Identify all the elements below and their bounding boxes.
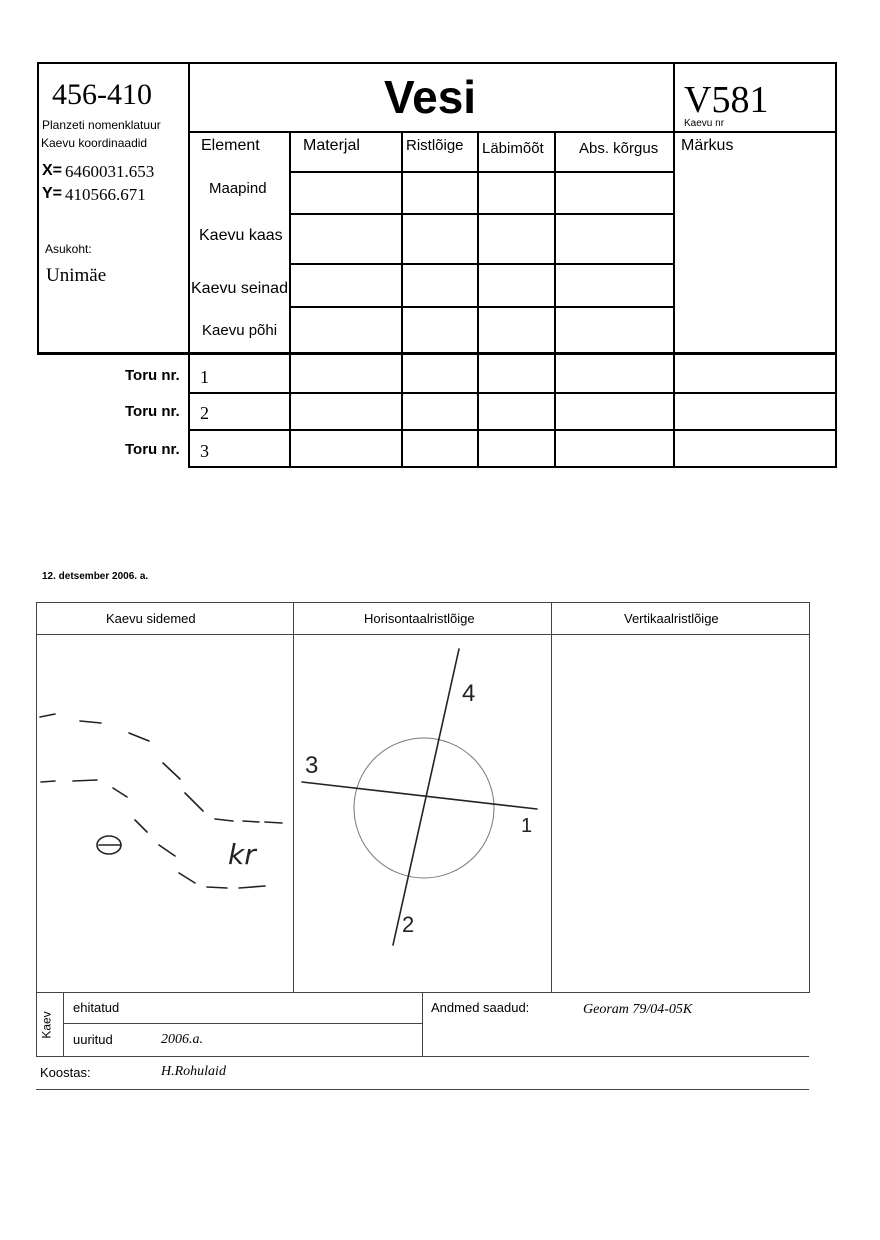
pipe-row-number: 2 — [200, 403, 209, 423]
header-element: Element — [201, 137, 260, 154]
header-remarks: Märkus — [681, 137, 734, 154]
compiled-by-label: Koostas: — [40, 1065, 91, 1080]
well-number-label: Kaevu nr — [684, 118, 725, 129]
sketch-label-kr: kr — [228, 838, 256, 871]
pipe-row-number: 3 — [200, 441, 209, 461]
document-date: 12. detsember 2006. a. — [42, 571, 149, 582]
header-cross-section: Ristlõige — [406, 137, 464, 154]
pipe-row-number: 1 — [200, 367, 209, 387]
data-source-value: Georam 79/04-05K — [583, 1002, 693, 1017]
pipe-row-label: Toru nr. — [125, 441, 180, 458]
well-number-value: V581 — [684, 79, 769, 121]
connections-sketch — [37, 635, 293, 992]
surveyed-value: 2006.a. — [161, 1032, 203, 1047]
horizontal-section-sketch — [294, 635, 551, 992]
panel-header-vertical-section: Vertikaalristlõige — [624, 611, 719, 626]
element-row-label: Kaevu kaas — [199, 227, 283, 244]
coords-label: Kaevu koordinaadid — [41, 136, 148, 150]
pipe-row-label: Toru nr. — [125, 403, 180, 420]
sketch-number-3: 3 — [305, 752, 319, 779]
built-label: ehitatud — [73, 1000, 120, 1015]
sketch-number-2: 2 — [402, 912, 415, 937]
y-coord-value: 410566.671 — [65, 185, 146, 204]
side-label-well: Kaev — [39, 1011, 54, 1039]
panel-header-connections: Kaevu sidemed — [106, 611, 196, 626]
panel-header-horizontal-section: Horisontaalristlõige — [364, 611, 475, 626]
element-row-label: Kaevu põhi — [202, 322, 278, 339]
header-abs-height: Abs. kõrgus — [579, 140, 659, 157]
y-coord-label: Y= — [42, 185, 63, 202]
x-coord-value: 6460031.653 — [65, 162, 155, 181]
surveyed-label: uuritud — [73, 1032, 113, 1047]
header-material: Materjal — [303, 137, 360, 154]
sketch-number-1: 1 — [521, 815, 533, 837]
compiled-by-value: H.Rohulaid — [161, 1064, 226, 1079]
location-value: Unimäe — [46, 265, 107, 286]
element-row-label: Kaevu seinad — [191, 280, 288, 297]
sketch-number-4: 4 — [462, 680, 476, 707]
x-coord-label: X= — [42, 162, 63, 179]
element-row-label: Maapind — [209, 180, 267, 197]
nomenclature-label: Planzeti nomenklatuur — [42, 118, 161, 132]
form-title: Vesi — [384, 71, 477, 123]
pipe-row-label: Toru nr. — [125, 367, 180, 384]
nomenclature-value: 456-410 — [52, 78, 152, 111]
location-label: Asukoht: — [45, 242, 92, 256]
data-source-label: Andmed saadud: — [431, 1000, 530, 1015]
header-diameter: Läbimõõt — [482, 140, 544, 157]
